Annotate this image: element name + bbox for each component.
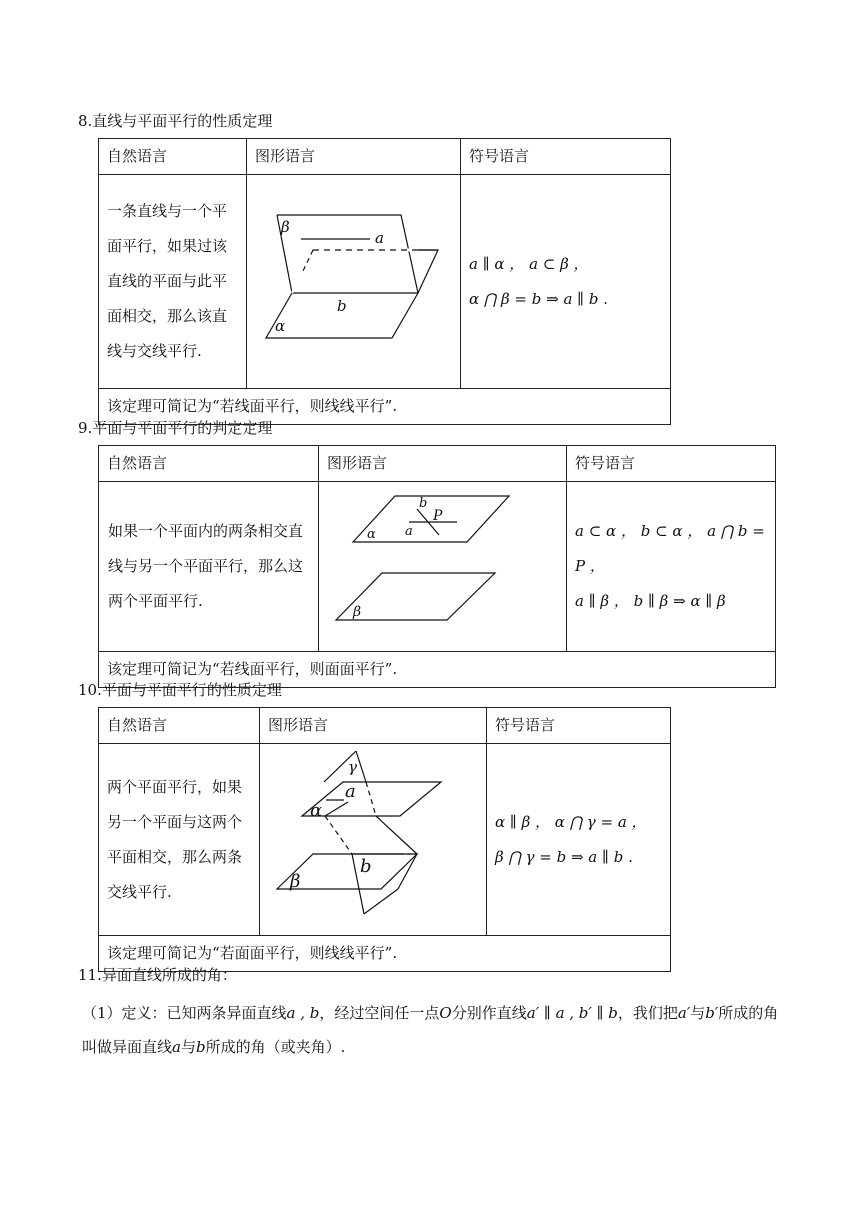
label-a: a	[375, 229, 384, 247]
header-figure: 图形语言	[247, 139, 461, 175]
theorem-note: 该定理可简记为“若线面平行，则面面平行”.	[99, 652, 776, 688]
header-symbolic: 符号语言	[487, 708, 671, 744]
plane-intersection-figure	[268, 744, 493, 922]
def-suffix: 所成的角（或夹角）.	[205, 1038, 346, 1056]
def-point-O: O	[439, 1004, 452, 1022]
header-natural: 自然语言	[99, 139, 247, 175]
label-b: b	[360, 856, 372, 877]
label-a: a	[405, 524, 413, 539]
def-mid2: 分别作直线	[451, 1004, 527, 1022]
def-mid5: 所成的角叫做异面直线	[82, 1004, 779, 1056]
label-gamma: γ	[348, 758, 357, 776]
section-9-heading: 9.平面与平面平行的判定定理	[78, 419, 273, 437]
natural-language-text: 一条直线与一个平面平行，如果过该直线的平面与此平面相交，那么该直线与交线平行.	[99, 175, 247, 389]
header-symbolic: 符号语言	[461, 139, 671, 175]
symbolic-language	[487, 744, 671, 936]
theorem-note: 该定理可简记为“若面面平行，则线线平行”.	[99, 936, 671, 972]
label-beta: β	[353, 604, 362, 620]
def-b: b	[195, 1038, 206, 1056]
def-vars-ab: a , b	[286, 1004, 320, 1022]
theorem-note: 该定理可简记为“若线面平行，则线线平行”.	[99, 389, 671, 425]
header-symbolic: 符号语言	[567, 446, 776, 482]
theorem-table-10	[98, 707, 671, 972]
natural-language-text: 两个平面平行，如果另一个平面与这两个平面相交，那么两条交线平行.	[99, 744, 260, 936]
label-beta: β	[290, 871, 301, 892]
figure-cell	[247, 175, 461, 389]
label-alpha: α	[275, 317, 286, 335]
theorem-table-8	[98, 138, 671, 425]
section-10-heading: 10.平面与平面平行的性质定理	[78, 681, 282, 699]
label-b: b	[419, 496, 428, 511]
natural-language-text: 如果一个平面内的两条相交直线与另一个平面平行，那么这两个平面平行.	[99, 482, 319, 652]
def-a: a	[172, 1038, 181, 1056]
line-plane-parallel-figure	[255, 175, 467, 375]
label-b: b	[337, 297, 347, 315]
symbolic-line-2: a ∥ β ， b ∥ β ⇒ α ∥ β	[575, 592, 726, 610]
section-8-heading: 8.直线与平面平行的性质定理	[78, 112, 273, 130]
definition-paragraph	[82, 996, 782, 1064]
header-figure: 图形语言	[260, 708, 487, 744]
theorem-table-9	[98, 445, 776, 688]
header-natural: 自然语言	[99, 446, 319, 482]
figure-cell	[260, 744, 487, 936]
def-mid1: ，经过空间任一点	[319, 1004, 440, 1022]
label-alpha: α	[367, 527, 376, 542]
header-natural: 自然语言	[99, 708, 260, 744]
header-figure: 图形语言	[319, 446, 567, 482]
def-a-prime: a′	[677, 1004, 691, 1022]
symbolic-language	[461, 175, 671, 389]
symbolic-language	[567, 482, 776, 652]
symbolic-line-1: α ∥ β ， α ⋂ γ = a ，	[495, 812, 647, 831]
def-parallel-relations: a′ ∥ a , b′ ∥ b	[526, 1004, 618, 1022]
def-mid3: ，我们把	[617, 1004, 678, 1022]
def-b-prime: b′	[705, 1004, 719, 1022]
symbolic-line-2: β ⋂ γ = b ⇒ a ∥ b .	[495, 847, 633, 866]
def-mid6: 与	[180, 1038, 196, 1056]
symbolic-line-1: a ∥ α ， a ⊂ β ，	[469, 254, 589, 273]
label-P: P	[433, 508, 443, 524]
figure-cell	[319, 482, 567, 652]
def-mid4: 与	[690, 1004, 706, 1022]
def-prefix: （1）定义：已知两条异面直线	[82, 1004, 287, 1022]
label-a: a	[345, 781, 356, 802]
symbolic-line-2: α ⋂ β = b ⇒ a ∥ b .	[469, 289, 608, 308]
label-alpha: α	[310, 800, 323, 821]
symbolic-line-1: a ⊂ α ， b ⊂ α ， a ⋂ b = P ，	[575, 522, 765, 575]
section-11-heading: 11.异面直线所成的角：	[78, 966, 237, 984]
plane-plane-parallel-figure	[327, 482, 573, 638]
label-beta: β	[281, 218, 290, 236]
